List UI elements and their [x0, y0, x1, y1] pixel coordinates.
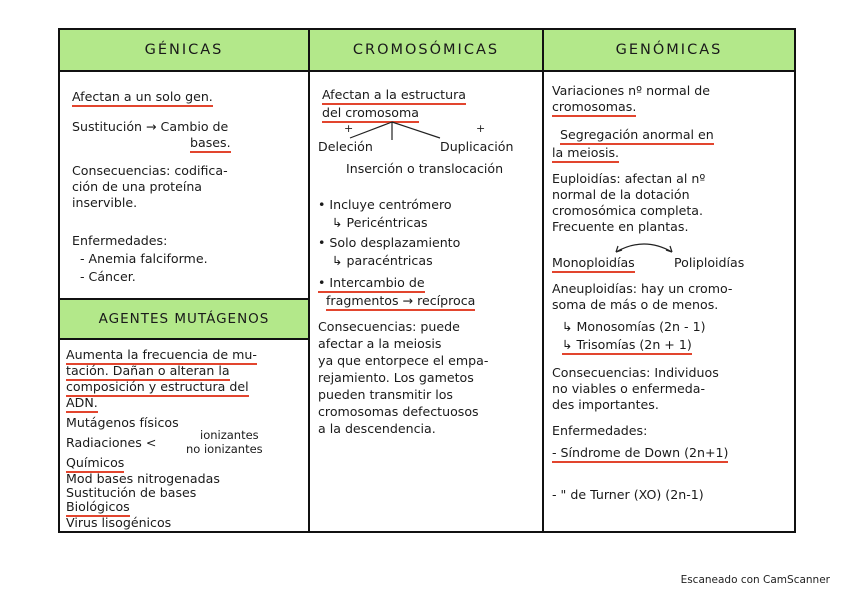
- header-agentes-mutagenos: AGENTES MUTÁGENOS: [60, 298, 308, 340]
- text-line: tación. Dañan o alteran la: [66, 363, 230, 381]
- text-line: bases.: [190, 135, 231, 153]
- text-line: Inserción o translocación: [346, 161, 504, 176]
- text-line: Duplicación: [440, 139, 514, 154]
- text-line: - Síndrome de Down (2n+1): [552, 445, 728, 463]
- text-line: ↳ paracéntricas: [332, 253, 433, 268]
- text-line: pueden transmitir los: [318, 387, 453, 402]
- text-line: - Cáncer.: [80, 269, 136, 284]
- text-line: normal de la dotación: [552, 187, 690, 202]
- text-line: • Solo desplazamiento: [318, 235, 461, 250]
- text-line: Sustitución de bases: [66, 485, 197, 500]
- text-line: Segregación anormal en: [560, 127, 714, 145]
- text-line: Afectan a un solo gen.: [72, 89, 213, 107]
- text-line: no viables o enfermeda-: [552, 381, 706, 396]
- column-cromosomicas: [310, 30, 544, 531]
- text-line: ↳ Pericéntricas: [332, 215, 428, 230]
- text-line: Consecuencias: codifica-: [72, 163, 228, 178]
- text-line: • Intercambio de: [318, 275, 425, 293]
- text-line: Enfermedades:: [72, 233, 168, 248]
- header-genomicas: GENÓMICAS: [544, 30, 794, 72]
- text-line: ↳ Monosomías (2n - 1): [562, 319, 706, 334]
- text-line: - " de Turner (XO) (2n-1): [552, 487, 704, 502]
- text-line: del cromosoma: [322, 105, 419, 123]
- header-cromosomicas: CROMOSÓMICAS: [310, 30, 542, 72]
- text-line: Mod bases nitrogenadas: [66, 471, 220, 486]
- text-line: ADN.: [66, 395, 98, 413]
- text-line: la meiosis.: [552, 145, 619, 163]
- text-line: composición y estructura del: [66, 379, 249, 397]
- text-line: Aneuploidías: hay un cromo-: [552, 281, 733, 296]
- svg-text:+: +: [476, 122, 486, 135]
- text-line: Poliploidías: [674, 255, 745, 270]
- text-line: Radiaciones <: [66, 435, 157, 450]
- text-line: cromosomas.: [552, 99, 636, 117]
- text-line: no ionizantes: [186, 442, 263, 456]
- text-line: ionizantes: [200, 428, 259, 442]
- text-line: a la descendencia.: [318, 421, 436, 436]
- text-line: Monoploidías: [552, 255, 635, 273]
- scanner-watermark: Escaneado con CamScanner: [680, 574, 830, 586]
- text-line: fragmentos → recíproca: [326, 293, 475, 311]
- text-line: Consecuencias: Individuos: [552, 365, 719, 380]
- text-line: afectar a la meiosis: [318, 336, 442, 351]
- text-line: • Incluye centrómero: [318, 197, 452, 212]
- text-line: soma de más o de menos.: [552, 297, 719, 312]
- text-line: inservible.: [72, 195, 138, 210]
- text-line: Afectan a la estructura: [322, 87, 466, 105]
- text-line: Aumenta la frecuencia de mu-: [66, 347, 257, 365]
- text-line: ↳ Trisomías (2n + 1): [562, 337, 692, 355]
- text-line: Consecuencias: puede: [318, 319, 460, 334]
- column-genomicas: [544, 30, 794, 531]
- summary-table: [58, 28, 796, 533]
- text-line: rejamiento. Los gametos: [318, 370, 474, 385]
- text-line: Mutágenos físicos: [66, 415, 179, 430]
- text-line: Biológicos: [66, 499, 130, 517]
- text-line: Variaciones nº normal de: [552, 83, 710, 98]
- text-line: Euploidías: afectan al nº: [552, 171, 706, 186]
- text-line: ción de una proteína: [72, 179, 203, 194]
- text-line: Químicos: [66, 455, 124, 473]
- header-genicas: GÉNICAS: [60, 30, 308, 72]
- double-arrow-icon: [544, 236, 794, 256]
- text-line: cromosómica completa.: [552, 203, 703, 218]
- text-line: - Anemia falciforme.: [80, 251, 208, 266]
- text-line: Enfermedades:: [552, 423, 648, 438]
- text-line: des importantes.: [552, 397, 659, 412]
- text-line: Deleción: [318, 139, 373, 154]
- text-line: Virus lisogénicos: [66, 515, 172, 530]
- svg-text:+: +: [344, 122, 354, 135]
- text-line: ya que entorpece el empa-: [318, 353, 489, 368]
- text-line: Frecuente en plantas.: [552, 219, 689, 234]
- text-line: Sustitución → Cambio de: [72, 119, 229, 134]
- text-line: cromosomas defectuosos: [318, 404, 479, 419]
- column-genicas: [60, 30, 310, 531]
